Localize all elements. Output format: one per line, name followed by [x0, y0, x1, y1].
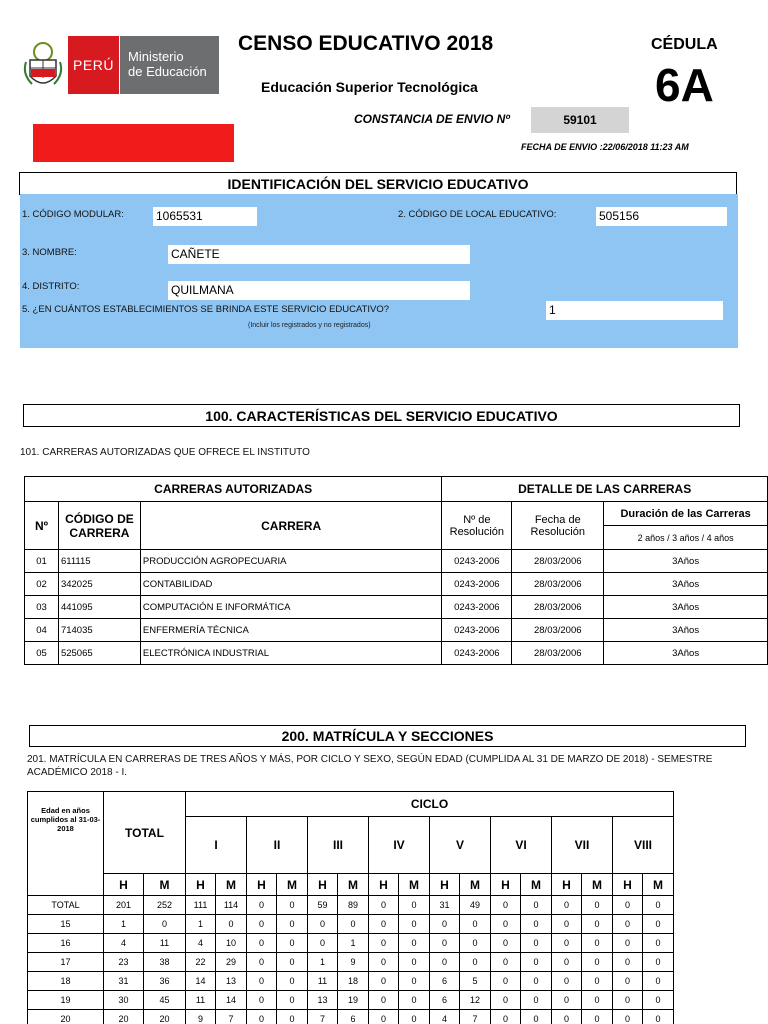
matricula-value-cell: 1	[308, 953, 338, 972]
col-n-header: Nº	[25, 502, 59, 550]
matricula-value-cell: 0	[552, 896, 582, 915]
matricula-value-cell: 0	[460, 953, 491, 972]
edad-cell: 16	[28, 934, 104, 953]
matricula-value-cell: 0	[308, 915, 338, 934]
edad-cell: 17	[28, 953, 104, 972]
matricula-value-cell: 0	[521, 934, 552, 953]
matricula-value-cell: 0	[369, 1010, 399, 1024]
ciclo-header-iv: IV	[369, 817, 430, 874]
ciclo-header-iii: III	[308, 817, 369, 874]
hombres-header: H	[104, 874, 144, 896]
carrera-cell-n: 05	[25, 642, 59, 665]
matricula-value-cell: 0	[277, 991, 308, 1010]
mujeres-header: M	[338, 874, 369, 896]
matricula-value-cell: 0	[399, 991, 430, 1010]
matricula-value-cell: 14	[216, 991, 247, 1010]
carrera-cell-n: 02	[25, 573, 59, 596]
matricula-value-cell: 0	[369, 953, 399, 972]
matricula-row	[28, 953, 674, 972]
matricula-value-cell: 0	[582, 953, 613, 972]
hombres-header: H	[186, 874, 216, 896]
matricula-value-cell: 0	[643, 991, 674, 1010]
matricula-value-cell: 0	[277, 953, 308, 972]
matricula-value-cell: 0	[613, 953, 643, 972]
col-resolucion-header: Nº de Resolución	[442, 502, 512, 550]
matricula-value-cell: 0	[582, 896, 613, 915]
ciclo-header-vi: VI	[491, 817, 552, 874]
carrera-row	[25, 550, 768, 573]
matricula-value-cell: 0	[247, 1010, 277, 1024]
matricula-value-cell: 0	[552, 991, 582, 1010]
mujeres-header: M	[643, 874, 674, 896]
matricula-value-cell: 0	[277, 1010, 308, 1024]
matricula-value-cell: 0	[247, 915, 277, 934]
matricula-value-cell: 7	[308, 1010, 338, 1024]
matricula-description: 201. MATRÍCULA EN CARRERAS DE TRES AÑOS Y MÁS, POR CICLO Y SEXO, SEGÚN EDAD (CUMPLIDA AL 31 DE MARZO DE 2018) - SEMESTRE ACADÉMICO 2018 - I.	[27, 754, 713, 778]
distrito-field[interactable]: QUILMANA	[168, 281, 470, 300]
matricula-value-cell: 0	[144, 915, 186, 934]
carrera-cell-fecha: 28/03/2006	[512, 573, 604, 596]
total-header: TOTAL	[104, 792, 186, 874]
carrera-cell-codigo: 525065	[58, 642, 140, 665]
matricula-value-cell: 14	[186, 972, 216, 991]
matricula-value-cell: 13	[308, 991, 338, 1010]
ciclo-header-i: I	[186, 817, 247, 874]
edad-cell: 15	[28, 915, 104, 934]
matricula-value-cell: 1	[186, 915, 216, 934]
matricula-value-cell: 6	[430, 991, 460, 1010]
matricula-value-cell: 0	[216, 915, 247, 934]
col-fecha-header: Fecha de Resolución	[512, 502, 604, 550]
edad-cell: 19	[28, 991, 104, 1010]
col-duracion-header: Duración de las Carreras	[604, 502, 768, 526]
matricula-value-cell: 0	[399, 1010, 430, 1024]
ciclo-header: CICLO	[186, 792, 674, 817]
matricula-value-cell: 0	[491, 896, 521, 915]
matricula-value-cell: 0	[460, 934, 491, 953]
matricula-value-cell: 0	[277, 972, 308, 991]
matricula-value-cell: 36	[144, 972, 186, 991]
carrera-cell-duracion: 3Años	[604, 550, 768, 573]
matricula-table	[27, 791, 674, 1024]
matricula-value-cell: 4	[430, 1010, 460, 1024]
matricula-value-cell: 0	[308, 934, 338, 953]
ciclo-header-ii: II	[247, 817, 308, 874]
matricula-value-cell: 0	[521, 915, 552, 934]
matricula-value-cell: 0	[521, 972, 552, 991]
carrera-cell-carrera: ELECTRÓNICA INDUSTRIAL	[140, 642, 441, 665]
cedula-label: CÉDULA	[651, 36, 718, 53]
matricula-value-cell: 0	[643, 953, 674, 972]
matricula-value-cell: 13	[216, 972, 247, 991]
matricula-value-cell: 31	[104, 972, 144, 991]
matricula-value-cell: 0	[491, 1010, 521, 1024]
matricula-value-cell: 0	[613, 915, 643, 934]
matricula-value-cell: 4	[186, 934, 216, 953]
matricula-value-cell: 0	[491, 972, 521, 991]
matricula-value-cell: 114	[216, 896, 247, 915]
matricula-value-cell: 0	[521, 953, 552, 972]
matricula-value-cell: 6	[338, 1010, 369, 1024]
matricula-value-cell: 20	[104, 1010, 144, 1024]
codigo-modular-field[interactable]: 1065531	[153, 207, 257, 226]
peru-logo: PERÚ	[68, 36, 119, 94]
carrera-cell-carrera: COMPUTACIÓN E INFORMÁTICA	[140, 596, 441, 619]
ciclo-header-v: V	[430, 817, 491, 874]
matricula-value-cell: 0	[277, 896, 308, 915]
matricula-value-cell: 0	[399, 953, 430, 972]
matricula-value-cell: 0	[369, 934, 399, 953]
nombre-field[interactable]: CAÑETE	[168, 245, 470, 264]
matricula-value-cell: 0	[582, 972, 613, 991]
establecimientos-field[interactable]: 1	[546, 301, 723, 320]
matricula-value-cell: 0	[430, 953, 460, 972]
carrera-cell-duracion: 3Años	[604, 642, 768, 665]
carrera-cell-resolucion: 0243-2006	[442, 596, 512, 619]
matricula-value-cell: 0	[521, 896, 552, 915]
edad-cell: 20	[28, 1010, 104, 1024]
matricula-value-cell: 0	[491, 934, 521, 953]
matricula-value-cell: 7	[216, 1010, 247, 1024]
matricula-value-cell: 0	[369, 896, 399, 915]
matricula-value-cell: 19	[338, 991, 369, 1010]
carrera-cell-duracion: 3Años	[604, 619, 768, 642]
matricula-value-cell: 0	[582, 934, 613, 953]
matricula-value-cell: 1	[104, 915, 144, 934]
edad-cell: TOTAL	[28, 896, 104, 915]
matricula-value-cell: 0	[613, 934, 643, 953]
mujeres-header: M	[460, 874, 491, 896]
matricula-value-cell: 29	[216, 953, 247, 972]
matricula-value-cell: 0	[643, 915, 674, 934]
establecimientos-label: 5. ¿EN CUÁNTOS ESTABLECIMIENTOS SE BRINDA ESTE SERVICIO EDUCATIVO?	[22, 304, 390, 315]
document-title: CENSO EDUCATIVO 2018	[238, 32, 494, 55]
fecha-envio: FECHA DE ENVIO :22/06/2018 11:23 AM	[521, 142, 689, 152]
matricula-row	[28, 991, 674, 1010]
matricula-value-cell: 0	[491, 915, 521, 934]
hombres-header: H	[247, 874, 277, 896]
matricula-value-cell: 0	[399, 896, 430, 915]
matricula-value-cell: 23	[104, 953, 144, 972]
carrera-cell-codigo: 611115	[58, 550, 140, 573]
matricula-value-cell: 5	[460, 972, 491, 991]
carrera-row	[25, 596, 768, 619]
matricula-value-cell: 38	[144, 953, 186, 972]
matricula-value-cell: 31	[430, 896, 460, 915]
carrera-cell-codigo: 714035	[58, 619, 140, 642]
matricula-value-cell: 59	[308, 896, 338, 915]
carrera-cell-carrera: ENFERMERÍA TÉCNICA	[140, 619, 441, 642]
matricula-value-cell: 0	[582, 1010, 613, 1024]
section-caracteristicas-title: 100. CARACTERÍSTICAS DEL SERVICIO EDUCATIVO	[23, 404, 740, 427]
matricula-value-cell: 22	[186, 953, 216, 972]
matricula-value-cell: 0	[247, 991, 277, 1010]
matricula-value-cell: 0	[613, 896, 643, 915]
matricula-value-cell: 0	[399, 934, 430, 953]
carrera-cell-codigo: 441095	[58, 596, 140, 619]
matricula-value-cell: 7	[460, 1010, 491, 1024]
matricula-value-cell: 0	[613, 991, 643, 1010]
edad-header: Edad en años cumplidos al 31-03-2018	[28, 792, 104, 896]
matricula-value-cell: 252	[144, 896, 186, 915]
hombres-header: H	[308, 874, 338, 896]
matricula-value-cell: 49	[460, 896, 491, 915]
matricula-value-cell: 0	[369, 915, 399, 934]
coat-of-arms-icon	[22, 38, 64, 94]
matricula-value-cell: 0	[643, 896, 674, 915]
redacted-block	[33, 124, 234, 162]
matricula-value-cell: 0	[491, 953, 521, 972]
matricula-value-cell: 12	[460, 991, 491, 1010]
carrera-cell-resolucion: 0243-2006	[442, 642, 512, 665]
matricula-value-cell: 0	[552, 953, 582, 972]
matricula-value-cell: 89	[338, 896, 369, 915]
matricula-value-cell: 11	[308, 972, 338, 991]
matricula-value-cell: 1	[338, 934, 369, 953]
mujeres-header: M	[521, 874, 552, 896]
carrera-cell-carrera: CONTABILIDAD	[140, 573, 441, 596]
matricula-value-cell: 0	[338, 915, 369, 934]
matricula-row	[28, 934, 674, 953]
carrera-cell-fecha: 28/03/2006	[512, 619, 604, 642]
matricula-value-cell: 0	[277, 934, 308, 953]
carrera-cell-codigo: 342025	[58, 573, 140, 596]
ministerio-line2: de Educación	[128, 64, 207, 79]
distrito-label: 4. DISTRITO:	[22, 281, 80, 292]
col-carrera-header: CARRERA	[140, 502, 441, 550]
matricula-value-cell: 0	[247, 953, 277, 972]
hombres-header: H	[491, 874, 521, 896]
hombres-header: H	[552, 874, 582, 896]
matricula-row	[28, 1010, 674, 1024]
matricula-row	[28, 972, 674, 991]
col-codigo-header: CÓDIGO DE CARRERA	[58, 502, 140, 550]
matricula-value-cell: 0	[643, 972, 674, 991]
matricula-value-cell: 30	[104, 991, 144, 1010]
matricula-value-cell: 111	[186, 896, 216, 915]
matricula-value-cell: 0	[552, 972, 582, 991]
document-subtitle: Educación Superior Tecnológica	[261, 79, 478, 95]
mujeres-header: M	[399, 874, 430, 896]
carrera-row	[25, 573, 768, 596]
matricula-value-cell: 9	[338, 953, 369, 972]
matricula-value-cell: 0	[582, 991, 613, 1010]
matricula-value-cell: 0	[521, 1010, 552, 1024]
ciclo-header-viii: VIII	[613, 817, 674, 874]
matricula-value-cell: 0	[613, 1010, 643, 1024]
matricula-value-cell: 201	[104, 896, 144, 915]
matricula-value-cell: 18	[338, 972, 369, 991]
carrera-cell-resolucion: 0243-2006	[442, 550, 512, 573]
matricula-value-cell: 0	[582, 915, 613, 934]
matricula-value-cell: 0	[643, 934, 674, 953]
hombres-header: H	[430, 874, 460, 896]
matricula-value-cell: 0	[430, 934, 460, 953]
mujeres-header: M	[144, 874, 186, 896]
matricula-value-cell: 0	[460, 915, 491, 934]
section-identificacion-title: IDENTIFICACIÓN DEL SERVICIO EDUCATIVO	[19, 172, 737, 195]
mujeres-header: M	[277, 874, 308, 896]
carrera-cell-resolucion: 0243-2006	[442, 619, 512, 642]
carrera-cell-fecha: 28/03/2006	[512, 642, 604, 665]
carrera-row	[25, 642, 768, 665]
matricula-value-cell: 0	[369, 972, 399, 991]
matricula-value-cell: 0	[521, 991, 552, 1010]
matricula-value-cell: 0	[369, 991, 399, 1010]
establecimientos-note: (Incluir los registrados y no registrados)	[248, 322, 371, 329]
matricula-value-cell: 0	[277, 915, 308, 934]
matricula-value-cell: 0	[247, 896, 277, 915]
matricula-value-cell: 0	[247, 934, 277, 953]
ministerio-logo	[120, 36, 219, 94]
matricula-value-cell: 0	[613, 972, 643, 991]
mujeres-header: M	[582, 874, 613, 896]
codigo-modular-label: 1. CÓDIGO MODULAR:	[22, 209, 124, 220]
group-autorizadas-header: CARRERAS AUTORIZADAS	[25, 477, 442, 502]
group-detalle-header: DETALLE DE LAS CARRERAS	[442, 477, 768, 502]
matricula-value-cell: 0	[430, 915, 460, 934]
matricula-value-cell: 0	[399, 972, 430, 991]
matricula-row	[28, 896, 674, 915]
matricula-value-cell: 6	[430, 972, 460, 991]
matricula-value-cell: 10	[216, 934, 247, 953]
matricula-value-cell: 0	[643, 1010, 674, 1024]
carrera-cell-duracion: 3Años	[604, 596, 768, 619]
hombres-header: H	[369, 874, 399, 896]
constancia-label: CONSTANCIA DE ENVIO Nº	[354, 112, 510, 126]
col-duracion-subheader: 2 años / 3 años / 4 años	[604, 526, 768, 550]
hombres-header: H	[613, 874, 643, 896]
matricula-value-cell: 4	[104, 934, 144, 953]
matricula-value-cell: 0	[247, 972, 277, 991]
matricula-value-cell: 9	[186, 1010, 216, 1024]
matricula-row	[28, 915, 674, 934]
carrera-cell-duracion: 3Años	[604, 573, 768, 596]
edad-cell: 18	[28, 972, 104, 991]
carrera-row	[25, 619, 768, 642]
carrera-cell-fecha: 28/03/2006	[512, 550, 604, 573]
matricula-value-cell: 45	[144, 991, 186, 1010]
ciclo-header-vii: VII	[552, 817, 613, 874]
matricula-value-cell: 0	[552, 1010, 582, 1024]
matricula-value-cell: 0	[399, 915, 430, 934]
nombre-label: 3. NOMBRE:	[22, 247, 77, 258]
codigo-local-field[interactable]: 505156	[596, 207, 727, 226]
carrera-cell-carrera: PRODUCCIÓN AGROPECUARIA	[140, 550, 441, 573]
matricula-value-cell: 0	[491, 991, 521, 1010]
carrera-cell-n: 04	[25, 619, 59, 642]
carreras-subheading: 101. CARRERAS AUTORIZADAS QUE OFRECE EL INSTITUTO	[20, 447, 310, 458]
constancia-number: 59101	[531, 107, 629, 133]
codigo-local-label: 2. CÓDIGO DE LOCAL EDUCATIVO:	[398, 209, 557, 220]
carreras-table	[24, 476, 768, 665]
matricula-value-cell: 0	[552, 934, 582, 953]
carrera-cell-resolucion: 0243-2006	[442, 573, 512, 596]
cedula-number: 6A	[655, 59, 714, 111]
carrera-cell-n: 03	[25, 596, 59, 619]
carrera-cell-n: 01	[25, 550, 59, 573]
matricula-value-cell: 20	[144, 1010, 186, 1024]
mujeres-header: M	[216, 874, 247, 896]
matricula-value-cell: 11	[186, 991, 216, 1010]
matricula-value-cell: 11	[144, 934, 186, 953]
matricula-value-cell: 0	[552, 915, 582, 934]
carrera-cell-fecha: 28/03/2006	[512, 596, 604, 619]
ministerio-line1: Ministerio	[128, 49, 184, 64]
section-matricula-title: 200. MATRÍCULA Y SECCIONES	[29, 725, 746, 747]
